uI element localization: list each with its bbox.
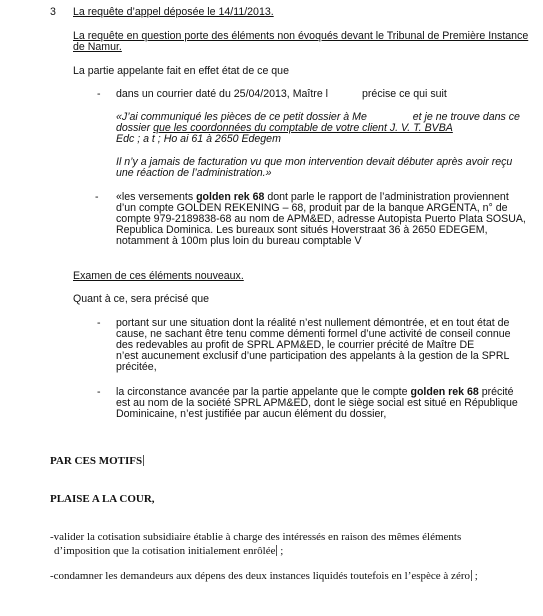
bullet1-dash: -: [97, 88, 101, 100]
final1-line2: d’imposition que la cotisation initialement enrôlée: [54, 545, 276, 557]
quote-line1-b: et je ne trouve dans ce: [412, 111, 520, 123]
para1-line1: La requête en question porte des éléments non évoqués devant le Tribunal de Première Instance: [73, 30, 529, 42]
point2-line1: la circonstance avancée par la partie appelante que le compte golden rek 68 précité: [116, 386, 514, 398]
para1-line2: de Namur.: [73, 41, 122, 53]
point1-line1: portant sur une situation dont la réalité n’est nullement démontrée, et en tout état de: [116, 317, 510, 329]
point1-line2: cause, ne sachant être tenu comme démenti formel d’une activité de conseil connue: [116, 328, 511, 340]
bullet2-dash: -: [95, 191, 99, 203]
point1-dash: -: [97, 317, 101, 329]
quote-line2: dossier que les coordonnées du comptable de votre client J. V. T. BVBA: [116, 122, 453, 134]
bold-term: golden rek 68: [196, 191, 265, 203]
point2-line3: Dominicaine, n’est justifiée par aucun élément du dossier,: [116, 408, 387, 420]
bullet2-line4: Republica Dominica. Les bureaux sont situés Hoverstraat 36 à 2650 EDEGEM,: [116, 224, 488, 236]
par-ces-motifs-text: PAR CES MOTIFS: [50, 455, 143, 467]
bullet2-line2: d’un compte GOLDEN REKENING – 68, produit par de la banque ARGENTA, n° de: [116, 202, 508, 214]
quote-line4: Il n’y a jamais de facturation vu que mon intervention devait débuter après avoir reçu: [116, 156, 513, 168]
par-ces-motifs-heading: [50, 455, 144, 467]
point1-line3: des redevables au profit de SPRL APM&ED, le courrier précité de Maître DE: [116, 339, 475, 351]
text-cursor: [143, 455, 144, 466]
section-heading: La requête d’appel déposée le 14/11/2013.: [73, 6, 274, 18]
bold-term: golden rek 68: [410, 386, 479, 398]
final1-line2-row: d’imposition que la cotisation initialement enrôlée ;: [54, 545, 284, 557]
bullet1-intro-b: précise ce qui suit: [362, 88, 447, 100]
point2-dash: -: [97, 386, 101, 398]
bullet1-intro: [116, 88, 447, 100]
precise-text: Quant à ce, sera précisé que: [73, 293, 210, 305]
point1-line4: n’est aucunement exclusif d’une participation des appelants à la gestion de la SPRL: [116, 350, 510, 362]
bullet2-line3: compte 979-2189838-68 au nom de APM&ED, adresse Autopista Puerto Plata SOSUA,: [116, 213, 526, 225]
final1-line1: -valider la cotisation subsidiaire établie à charge des intéressés en raison des mêmes éléments: [50, 531, 462, 543]
redaction: [328, 89, 362, 97]
bullet1-intro-a: dans un courrier daté du 25/04/2013, Maître l: [116, 88, 329, 100]
quote-line5: une réaction de l’administration.»: [116, 167, 272, 179]
bullet2-line5: notamment à 100m plus loin du bureau comptable V: [116, 235, 362, 247]
para2-text: La partie appelante fait en effet état de ce que: [73, 65, 289, 77]
plaise-heading: PLAISE A LA COUR,: [50, 493, 155, 505]
final2-text: -condamner les demandeurs aux dépens des deux instances liquidés toutefois en l’espèce à zéro: [50, 570, 470, 582]
point1-line5: précitée,: [116, 361, 157, 373]
exam-heading: Examen de ces éléments nouveaux.: [73, 270, 244, 282]
quote-line3: Edc ; a t ; Ho ai 61 à 2650 Edegem: [116, 133, 281, 145]
underlined-text: que les coordonnées du comptable de votre client J. V. T. BVBA: [153, 122, 453, 134]
quote-line1-a: «J’ai communiqué les pièces de ce petit dossier à Me: [116, 111, 367, 123]
section-number: 3: [50, 6, 56, 18]
bullet2-line1: «les versements golden rek 68 dont parle le rapport de l’administration proviennent: [116, 191, 509, 203]
point2-line2: est au nom de la société SPRL APM&ED, dont le siège social est situé en République: [116, 397, 518, 409]
final2-row: -condamner les demandeurs aux dépens des deux instances liquidés toutefois en l’espèce à zéro ;: [50, 570, 478, 582]
